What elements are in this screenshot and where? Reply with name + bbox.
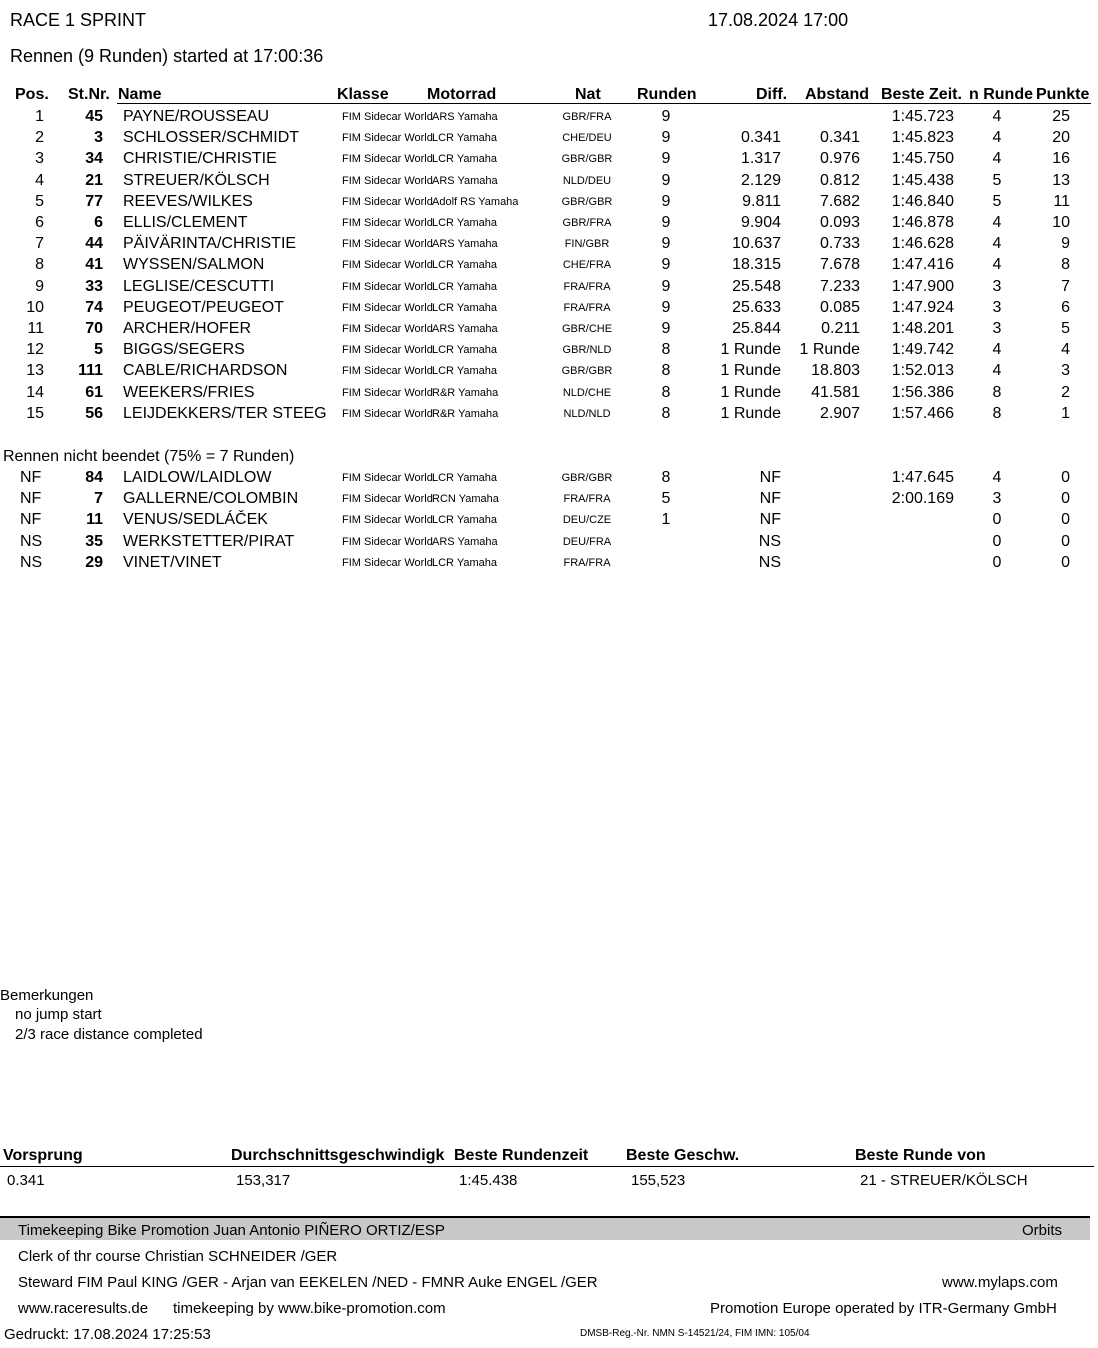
motorrad-cell: R&R Yamaha	[432, 386, 499, 399]
footer-timekeeping: Timekeeping Bike Promotion Juan Antonio PIÑERO ORTIZ/ESP	[18, 1222, 445, 1239]
motorrad-cell: ARS Yamaha	[432, 111, 498, 123]
summary-header-best-lap-by: Beste Runde von	[855, 1147, 986, 1164]
motorrad-cell: R&R Yamaha	[432, 407, 499, 420]
table-row	[0, 129, 1098, 150]
klasse-cell: FIM Sidecar World	[342, 259, 433, 272]
runden-cell: 8	[661, 404, 671, 422]
name-cell: WERKSTETTER/PIRAT	[123, 532, 295, 550]
points-cell: 1	[1061, 404, 1070, 422]
abstand-cell: 0.341	[819, 129, 860, 147]
best-lap-number-cell: 3	[992, 298, 1002, 316]
name-cell: PAYNE/ROUSSEAU	[123, 108, 270, 125]
klasse-cell: FIM Sidecar World	[342, 174, 433, 187]
klasse-cell: FIM Sidecar World	[342, 238, 433, 251]
runden-cell: 9	[661, 108, 671, 125]
best-time-cell: 1:57.466	[891, 404, 954, 422]
nat-cell: CHE/DEU	[562, 132, 612, 145]
pos-cell: 6	[35, 214, 44, 231]
summary-header-avg-speed: Durchschnittsgeschwindigk	[231, 1147, 445, 1164]
start-number-cell: 41	[85, 256, 103, 274]
nat-cell: GBR/CHE	[561, 323, 613, 335]
table-row	[0, 214, 1098, 235]
pos-cell: 12	[26, 341, 44, 359]
runden-cell: 8	[661, 469, 671, 486]
table-row	[0, 511, 1098, 532]
nat-cell: FRA/FRA	[563, 280, 611, 293]
race-subtitle: Rennen (9 Runden) started at 17:00:36	[10, 46, 324, 66]
table-row	[0, 108, 1098, 129]
points-cell: 3	[1061, 362, 1070, 380]
abstand-cell: 2.907	[819, 404, 860, 422]
remark-line: 2/3 race distance completed	[15, 1026, 203, 1043]
name-cell: BIGGS/SEGERS	[123, 341, 245, 359]
runden-cell: 9	[661, 192, 671, 210]
best-lap-number-cell: 4	[992, 469, 1002, 486]
motorrad-cell: LCR Yamaha	[432, 365, 498, 378]
diff-cell: NF	[759, 511, 781, 529]
footer-printed: Gedruckt: 17.08.2024 17:25:53	[4, 1326, 211, 1343]
start-number-cell: 84	[85, 469, 103, 486]
start-number-cell: 3	[94, 129, 103, 147]
col-pos: Pos.	[15, 86, 49, 103]
col-motorrad: Motorrad	[427, 86, 497, 103]
remark-line: no jump start	[15, 1006, 102, 1023]
points-cell: 0	[1061, 553, 1070, 571]
start-number-cell: 33	[85, 277, 103, 295]
best-time-cell: 1:45.723	[891, 108, 954, 125]
remarks-title: Bemerkungen	[0, 987, 94, 1004]
table-row	[0, 341, 1098, 362]
motorrad-cell: LCR Yamaha	[432, 514, 498, 527]
table-row	[0, 554, 1098, 575]
table-row	[0, 150, 1098, 171]
runden-cell: 9	[661, 256, 671, 274]
runden-cell: 8	[661, 383, 671, 401]
diff-cell: NS	[758, 532, 781, 550]
diff-cell: 25.548	[732, 277, 781, 295]
pos-cell: 2	[35, 129, 44, 147]
klasse-cell: FIM Sidecar World	[342, 195, 433, 208]
nat-cell: NLD/CHE	[562, 386, 612, 399]
runden-cell: 9	[661, 320, 671, 337]
motorrad-cell: ARS Yamaha	[432, 323, 498, 335]
best-time-cell: 1:56.386	[891, 383, 954, 401]
motorrad-cell: LCR Yamaha	[432, 132, 498, 145]
pos-cell: 11	[27, 320, 44, 337]
motorrad-cell: LCR Yamaha	[432, 472, 498, 484]
points-cell: 16	[1052, 150, 1070, 168]
best-lap-number-cell: 8	[992, 383, 1002, 401]
runden-cell: 9	[661, 298, 671, 316]
table-row	[0, 193, 1098, 214]
best-lap-number-cell: 3	[992, 490, 1002, 508]
best-lap-number-cell: 3	[992, 320, 1002, 337]
motorrad-cell: LCR Yamaha	[432, 556, 498, 569]
pos-cell: 13	[26, 362, 44, 380]
points-cell: 0	[1061, 511, 1070, 529]
name-cell: VENUS/SEDLÁČEK	[123, 511, 268, 529]
best-time-cell: 1:45.438	[891, 171, 954, 189]
best-lap-number-cell: 4	[992, 235, 1002, 253]
best-time-cell: 1:47.900	[891, 277, 954, 295]
points-cell: 7	[1061, 277, 1070, 295]
table-row	[0, 256, 1098, 277]
diff-cell: 18.315	[732, 256, 781, 274]
table-row	[0, 469, 1098, 490]
name-cell: CHRISTIE/CHRISTIE	[123, 150, 277, 168]
table-row	[0, 172, 1098, 193]
best-time-cell: 1:46.840	[891, 192, 954, 210]
diff-cell: 9.811	[742, 192, 781, 210]
name-cell: CABLE/RICHARDSON	[123, 362, 288, 380]
start-number-cell: 34	[85, 150, 103, 168]
best-time-cell: 2:00.169	[891, 490, 954, 508]
points-cell: 25	[1052, 108, 1070, 125]
table-row	[0, 278, 1098, 299]
klasse-cell: FIM Sidecar World	[342, 535, 433, 548]
name-cell: ELLIS/CLEMENT	[123, 214, 248, 231]
klasse-cell: FIM Sidecar World	[342, 365, 433, 378]
motorrad-cell: LCR Yamaha	[432, 259, 498, 272]
table-row	[0, 362, 1098, 383]
start-number-cell: 74	[85, 298, 103, 316]
start-number-cell: 6	[94, 214, 103, 231]
name-cell: GALLERNE/COLOMBIN	[123, 490, 299, 508]
name-cell: WYSSEN/SALMON	[123, 256, 265, 274]
abstand-cell: 0.733	[819, 235, 860, 253]
pos-cell: 5	[35, 192, 44, 210]
pos-cell: 3	[35, 150, 44, 168]
points-cell: 0	[1061, 532, 1070, 550]
best-lap-number-cell: 4	[992, 341, 1002, 359]
nat-cell: GBR/GBR	[561, 195, 613, 208]
start-number-cell: 77	[85, 192, 103, 210]
diff-cell: NF	[759, 490, 781, 508]
nat-cell: GBR/GBR	[561, 365, 613, 378]
start-number-cell: 56	[85, 404, 103, 422]
footer-clerk: Clerk of thr course Christian SCHNEIDER /GER	[18, 1248, 338, 1265]
pos-cell: NS	[20, 532, 43, 550]
pos-cell: NS	[20, 553, 43, 571]
abstand-cell: 0.812	[819, 171, 860, 189]
nat-cell: GBR/GBR	[561, 472, 613, 484]
motorrad-cell: Adolf RS Yamaha	[432, 195, 519, 208]
name-cell: ARCHER/HOFER	[123, 320, 252, 337]
pos-cell: NF	[20, 511, 42, 529]
name-cell: LAIDLOW/LAIDLOW	[123, 469, 272, 486]
points-cell: 6	[1061, 298, 1070, 316]
col-name: Name	[118, 86, 162, 103]
summary-avg-speed: 153,317	[236, 1172, 291, 1189]
summary-best-lap: 1:45.438	[459, 1172, 518, 1189]
motorrad-cell: LCR Yamaha	[432, 301, 498, 314]
best-lap-number-cell: 4	[992, 150, 1002, 168]
points-cell: 9	[1061, 235, 1070, 253]
summary-best-lap-by: 21 - STREUER/KÖLSCH	[860, 1172, 1028, 1189]
nat-cell: FRA/FRA	[563, 493, 611, 506]
start-number-cell: 21	[85, 171, 103, 189]
klasse-cell: FIM Sidecar World	[342, 386, 433, 399]
best-lap-number-cell: 4	[992, 214, 1002, 231]
runden-cell: 9	[661, 235, 671, 253]
nat-cell: DEU/FRA	[562, 535, 612, 548]
start-number-cell: 5	[94, 341, 103, 359]
diff-cell: 10.637	[732, 235, 781, 253]
summary-rule	[0, 1166, 1094, 1167]
pos-cell: 10	[26, 298, 44, 316]
pos-cell: 9	[35, 277, 44, 295]
best-time-cell: 1:45.823	[891, 129, 954, 147]
start-number-cell: 61	[85, 383, 103, 401]
best-lap-number-cell: 0	[992, 532, 1002, 550]
best-time-cell: 1:52.013	[891, 362, 954, 380]
points-cell: 5	[1061, 320, 1070, 337]
start-number-cell: 70	[85, 320, 103, 337]
diff-cell: 1 Runde	[720, 341, 781, 359]
table-row	[0, 405, 1098, 426]
motorrad-cell: LCR Yamaha	[432, 280, 498, 293]
best-time-cell: 1:47.645	[891, 469, 954, 486]
best-lap-number-cell: 5	[992, 192, 1002, 210]
points-cell: 8	[1061, 256, 1070, 274]
diff-cell: 2.129	[740, 171, 781, 189]
points-cell: 0	[1061, 490, 1070, 508]
col-runden: Runden	[637, 86, 697, 103]
start-number-cell: 45	[85, 108, 103, 125]
diff-cell: 9.904	[740, 214, 781, 231]
klasse-cell: FIM Sidecar World	[342, 323, 433, 335]
name-cell: VINET/VINET	[123, 553, 222, 571]
start-number-cell: 11	[86, 511, 103, 529]
best-time-cell: 1:47.924	[891, 298, 954, 316]
start-number-cell: 44	[85, 235, 103, 253]
footer-dmsb: DMSB-Reg.-Nr. NMN S-14521/24, FIM IMN: 105/04	[580, 1328, 810, 1339]
race-title: RACE 1 SPRINT	[10, 10, 147, 30]
diff-cell: 25.633	[732, 298, 781, 316]
runden-cell: 1	[661, 511, 671, 529]
race-datetime: 17.08.2024 17:00	[708, 10, 849, 30]
klasse-cell: FIM Sidecar World	[342, 514, 433, 527]
footer-steward: Steward FIM Paul KING /GER - Arjan van EEKELEN /NED - FMNR Auke ENGEL /GER	[18, 1274, 598, 1291]
table-row	[0, 320, 1098, 341]
best-lap-number-cell: 8	[992, 404, 1002, 422]
klasse-cell: FIM Sidecar World	[342, 153, 433, 166]
nat-cell: NLD/NLD	[563, 407, 611, 420]
name-cell: SCHLOSSER/SCHMIDT	[123, 129, 300, 147]
table-row	[0, 533, 1098, 554]
col-abstand: Abstand	[805, 86, 869, 103]
points-cell: 11	[1053, 192, 1070, 210]
col-n-runde: n Runde	[969, 86, 1033, 103]
col-nat: Nat	[575, 86, 601, 103]
col-klasse: Klasse	[337, 86, 389, 103]
klasse-cell: FIM Sidecar World	[342, 217, 433, 229]
table-row	[0, 299, 1098, 320]
runden-cell: 8	[661, 362, 671, 380]
best-time-cell: 1:46.628	[891, 235, 954, 253]
runden-cell: 9	[661, 277, 671, 295]
best-lap-number-cell: 4	[992, 108, 1002, 125]
abstand-cell: 41.581	[811, 383, 860, 401]
runden-cell: 9	[661, 150, 671, 168]
abstand-cell: 18.803	[811, 362, 860, 380]
best-lap-number-cell: 0	[992, 511, 1002, 529]
start-number-cell: 111	[78, 362, 103, 380]
abstand-cell: 0.085	[819, 298, 860, 316]
diff-cell: 1 Runde	[720, 404, 781, 422]
runden-cell: 9	[661, 171, 671, 189]
best-time-cell: 1:49.742	[891, 341, 954, 359]
summary-header-best-lap: Beste Rundenzeit	[454, 1147, 589, 1164]
runden-cell: 8	[661, 341, 671, 359]
klasse-cell: FIM Sidecar World	[342, 472, 433, 484]
best-lap-number-cell: 4	[992, 362, 1002, 380]
pos-cell: 8	[35, 256, 44, 274]
footer-raceresults-link[interactable]: www.raceresults.de	[18, 1300, 149, 1317]
best-lap-number-cell: 3	[992, 277, 1002, 295]
klasse-cell: FIM Sidecar World	[342, 280, 433, 293]
best-lap-number-cell: 4	[992, 129, 1002, 147]
pos-cell: 15	[26, 404, 44, 422]
table-row	[0, 235, 1098, 256]
name-cell: PEUGEOT/PEUGEOT	[123, 298, 284, 316]
abstand-cell: 1 Runde	[799, 341, 860, 359]
name-cell: LEIJDEKKERS/TER STEEG	[123, 404, 327, 422]
footer-timekeeping-by: timekeeping by www.bike-promotion.com	[173, 1300, 446, 1317]
header-rule	[117, 103, 1091, 104]
footer-promotion: Promotion Europe operated by ITR-Germany GmbH	[710, 1300, 1057, 1317]
name-cell: REEVES/WILKES	[123, 192, 253, 210]
diff-cell: 0.341	[740, 129, 781, 147]
motorrad-cell: ARS Yamaha	[432, 174, 498, 187]
klasse-cell: FIM Sidecar World	[342, 493, 433, 506]
runden-cell: 9	[661, 214, 671, 231]
nat-cell: FRA/FRA	[563, 556, 611, 569]
abstand-cell: 0.976	[819, 150, 860, 168]
points-cell: 13	[1052, 171, 1070, 189]
nat-cell: CHE/FRA	[562, 259, 612, 272]
motorrad-cell: LCR Yamaha	[432, 344, 498, 357]
nat-cell: FRA/FRA	[563, 301, 611, 314]
name-cell: PÄIVÄRINTA/CHRISTIE	[123, 235, 297, 253]
points-cell: 20	[1052, 129, 1070, 147]
nat-cell: FIN/GBR	[564, 238, 610, 251]
col-punkte: Punkte	[1036, 86, 1090, 103]
klasse-cell: FIM Sidecar World	[342, 111, 433, 123]
klasse-cell: FIM Sidecar World	[342, 556, 433, 569]
nat-cell: NLD/DEU	[562, 174, 612, 187]
points-cell: 4	[1061, 341, 1070, 359]
abstand-cell: 0.211	[821, 320, 860, 337]
abstand-cell: 0.093	[819, 214, 860, 231]
pos-cell: NF	[20, 469, 42, 486]
pos-cell: 14	[26, 383, 44, 401]
col-diff: Diff.	[756, 86, 788, 103]
pos-cell: 4	[35, 171, 44, 189]
summary-vorsprung: 0.341	[7, 1172, 45, 1189]
klasse-cell: FIM Sidecar World	[342, 344, 433, 357]
nat-cell: GBR/GBR	[561, 153, 613, 166]
diff-cell: 1 Runde	[720, 362, 781, 380]
best-lap-number-cell: 0	[992, 553, 1002, 571]
runden-cell: 9	[661, 129, 671, 147]
best-time-cell: 1:47.416	[891, 256, 954, 274]
runden-cell: 5	[661, 490, 671, 508]
motorrad-cell: ARS Yamaha	[432, 238, 498, 251]
not-finished-title: Rennen nicht beendet (75% = 7 Runden)	[3, 448, 295, 465]
klasse-cell: FIM Sidecar World	[342, 407, 433, 420]
motorrad-cell: ARS Yamaha	[432, 535, 498, 548]
footer-orbits: Orbits	[1022, 1222, 1063, 1239]
klasse-cell: FIM Sidecar World	[342, 132, 433, 145]
diff-cell: NF	[759, 469, 781, 486]
motorrad-cell: LCR Yamaha	[432, 217, 498, 229]
best-time-cell: 1:45.750	[891, 150, 954, 168]
abstand-cell: 7.678	[819, 256, 860, 274]
summary-header-vorsprung: Vorsprung	[3, 1147, 83, 1164]
abstand-cell: 7.682	[819, 192, 860, 210]
points-cell: 10	[1052, 214, 1070, 231]
abstand-cell: 7.233	[819, 277, 860, 295]
summary-header-best-speed: Beste Geschw.	[626, 1147, 740, 1164]
name-cell: STREUER/KÖLSCH	[123, 171, 270, 189]
diff-cell: NS	[758, 553, 781, 571]
nat-cell: GBR/NLD	[562, 344, 612, 357]
pos-cell: 7	[35, 235, 44, 253]
diff-cell: 1 Runde	[720, 383, 781, 401]
table-row	[0, 384, 1098, 405]
diff-cell: 25.844	[732, 320, 781, 337]
best-lap-number-cell: 4	[992, 256, 1002, 274]
start-number-cell: 29	[85, 553, 103, 571]
klasse-cell: FIM Sidecar World	[342, 301, 433, 314]
start-number-cell: 35	[85, 532, 103, 550]
footer-mylaps-link[interactable]: www.mylaps.com	[942, 1274, 1058, 1291]
nat-cell: DEU/CZE	[562, 514, 612, 527]
points-cell: 0	[1061, 469, 1070, 486]
table-row	[0, 490, 1098, 511]
start-number-cell: 7	[94, 490, 103, 508]
nat-cell: GBR/FRA	[562, 217, 612, 229]
best-time-cell: 1:48.201	[891, 320, 954, 337]
diff-cell: 1.317	[740, 150, 781, 168]
name-cell: LEGLISE/CESCUTTI	[123, 277, 275, 295]
pos-cell: 1	[35, 108, 44, 125]
best-lap-number-cell: 5	[992, 171, 1002, 189]
nat-cell: GBR/FRA	[562, 111, 612, 123]
motorrad-cell: RCN Yamaha	[432, 493, 499, 506]
points-cell: 2	[1061, 383, 1070, 401]
best-time-cell: 1:46.878	[891, 214, 954, 231]
name-cell: WEEKERS/FRIES	[123, 383, 255, 401]
col-beste-zeit: Beste Zeit.	[881, 86, 962, 103]
motorrad-cell: LCR Yamaha	[432, 153, 498, 166]
pos-cell: NF	[20, 490, 42, 508]
col-stnr: St.Nr.	[68, 86, 110, 103]
summary-best-speed: 155,523	[631, 1172, 686, 1189]
